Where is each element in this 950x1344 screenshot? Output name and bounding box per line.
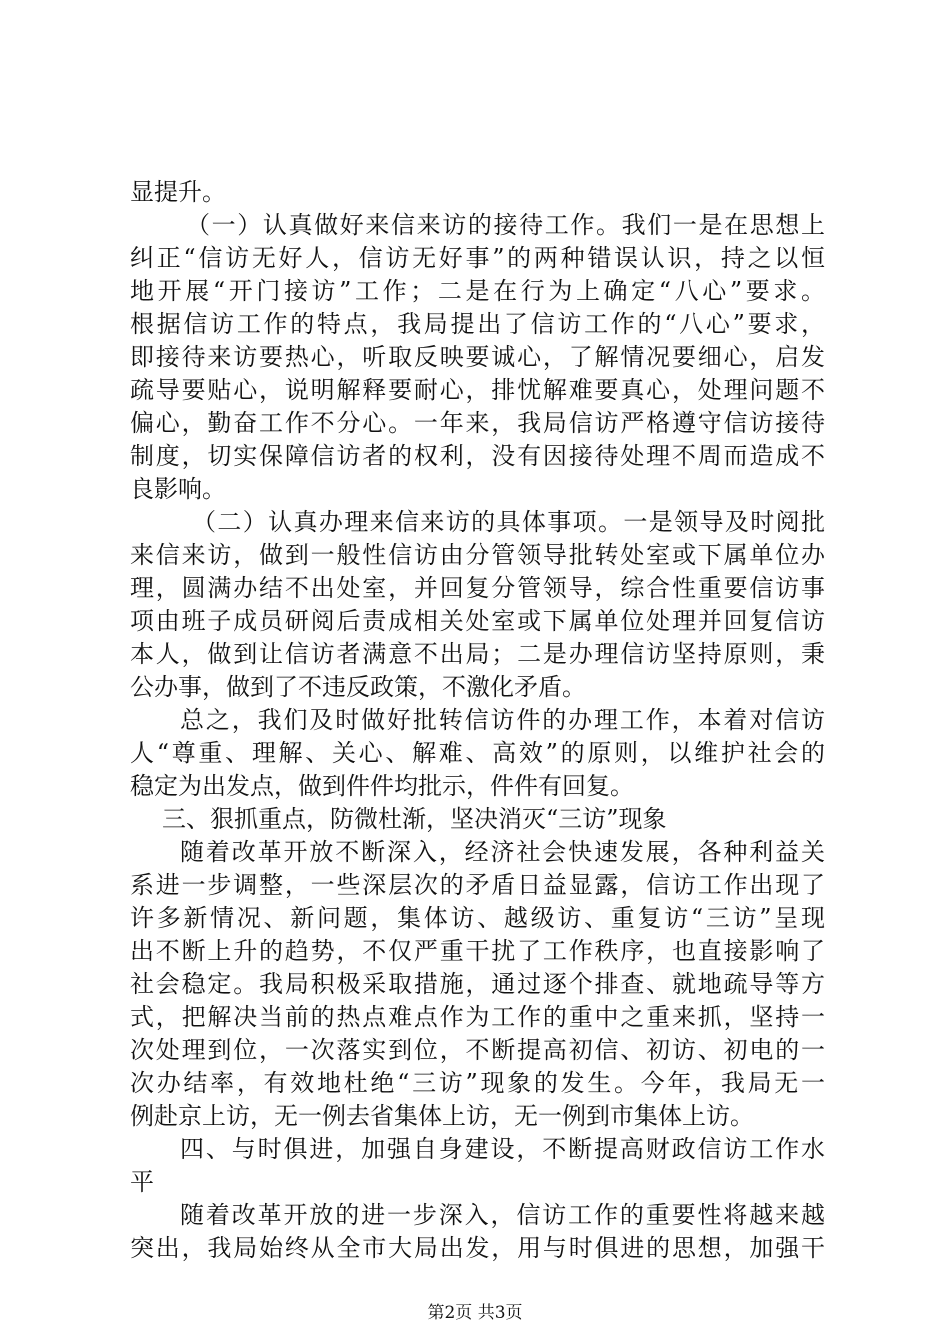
text-line: 随着改革开放不断深入，经济社会快速发展，各种利益关 bbox=[180, 838, 825, 866]
text-line: 四、与时俱进，加强自身建设，不断提高财政信访工作水 bbox=[180, 1135, 825, 1163]
text-line: 次办结率，有效地杜绝“三访”现象的发生。今年，我局无一 bbox=[130, 1069, 825, 1097]
page-footer: 第2页 共3页 bbox=[427, 1303, 523, 1323]
text-line: 平 bbox=[130, 1168, 154, 1196]
text-line: 疏导要贴心，说明解释要耐心，排忧解难要真心，处理问题不 bbox=[130, 376, 825, 404]
text-line: 式，把解决当前的热点难点作为工作的重中之重来抓，坚持一 bbox=[130, 1003, 825, 1031]
text-line: 总之，我们及时做好批转信访件的办理工作，本着对信访 bbox=[180, 706, 825, 734]
text-line: 人“尊重、理解、关心、解难、高效”的原则，以维护社会的 bbox=[130, 739, 825, 767]
text-line: 根据信访工作的特点，我局提出了信访工作的“八心”要求， bbox=[130, 310, 825, 338]
text-line: 许多新情况、新问题，集体访、越级访、重复访“三访”呈现 bbox=[130, 904, 825, 932]
text-line: （一）认真做好来信来访的接待工作。我们一是在思想上 bbox=[186, 211, 825, 239]
text-line: 突出，我局始终从全市大局出发，用与时俱进的思想，加强干 bbox=[130, 1234, 825, 1262]
text-line: 显提升。 bbox=[130, 178, 226, 206]
text-line: 稳定为出发点，做到件件均批示，件件有回复。 bbox=[130, 772, 634, 800]
text-line: 三、狠抓重点，防微杜渐，坚决消灭“三访”现象 bbox=[162, 805, 667, 833]
document-body bbox=[130, 176, 825, 1265]
text-line: 次处理到位，一次落实到位，不断提高初信、初访、初电的一 bbox=[130, 1036, 825, 1064]
text-line: 出不断上升的趋势，不仅严重干扰了工作秩序，也直接影响了 bbox=[130, 937, 825, 965]
text-line: 来信来访，做到一般性信访由分管领导批转处室或下属单位办 bbox=[130, 541, 825, 569]
text-line: （二）认真办理来信来访的具体事项。一是领导及时阅批 bbox=[192, 508, 825, 536]
text-line: 例赴京上访，无一例去省集体上访，无一例到市集体上访。 bbox=[130, 1102, 754, 1130]
text-line: 制度，切实保障信访者的权利，没有因接待处理不周而造成不 bbox=[130, 442, 825, 470]
text-line: 随着改革开放的进一步深入，信访工作的重要性将越来越 bbox=[180, 1201, 825, 1229]
text-line: 系进一步调整，一些深层次的矛盾日益显露，信访工作出现了 bbox=[130, 871, 825, 899]
text-line: 纠正“信访无好人，信访无好事”的两种错误认识，持之以恒 bbox=[130, 244, 825, 272]
text-line: 良影响。 bbox=[130, 475, 226, 503]
text-line: 理，圆满办结不出处室，并回复分管领导，综合性重要信访事 bbox=[130, 574, 825, 602]
text-line: 项由班子成员研阅后责成相关处室或下属单位处理并回复信访 bbox=[130, 607, 825, 635]
text-line: 即接待来访要热心，听取反映要诚心，了解情况要细心，启发 bbox=[130, 343, 825, 371]
text-line: 社会稳定。我局积极采取措施，通过逐个排查、就地疏导等方 bbox=[130, 970, 825, 998]
text-line: 偏心，勤奋工作不分心。一年来，我局信访严格遵守信访接待 bbox=[130, 409, 825, 437]
text-line: 本人，做到让信访者满意不出局；二是办理信访坚持原则，秉 bbox=[130, 640, 825, 668]
text-line: 地开展“开门接访”工作；二是在行为上确定“八心”要求。 bbox=[130, 277, 825, 305]
text-line: 公办事，做到了不违反政策，不激化矛盾。 bbox=[130, 673, 586, 701]
